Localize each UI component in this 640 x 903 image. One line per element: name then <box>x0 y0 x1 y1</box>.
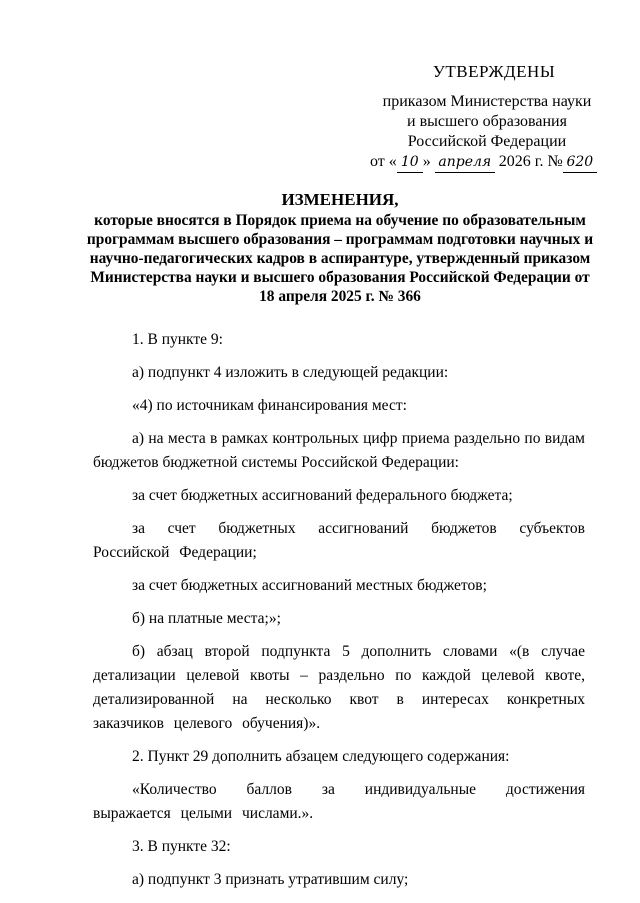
paragraph-11: «Количество баллов за индивидуальные достижения выражается целыми числами.». <box>93 781 585 822</box>
date-year: 2026 г. № <box>498 153 563 170</box>
approval-line-3: Российской Федерации <box>407 133 567 150</box>
paragraph-8: б) на платные места;»; <box>132 610 281 627</box>
approval-line-1: приказом Министерства науки <box>382 93 592 110</box>
document-title: ИЗМЕНЕНИЯ, <box>281 190 399 209</box>
paragraph-7: за счет бюджетных ассигнований местных бюджетов; <box>132 577 487 594</box>
approval-stamp <box>372 62 602 173</box>
paragraph-1: 1. В пункте 9: <box>132 331 223 348</box>
approval-date-line <box>370 152 602 173</box>
document-body <box>93 328 585 901</box>
approval-title: УТВЕРЖДЕНЫ <box>432 62 556 81</box>
paragraph-5: за счет бюджетных ассигнований федерального бюджета; <box>132 487 513 504</box>
paragraph-6: за счет бюджетных ассигнований бюджетов субъектов Российской Федерации; <box>93 520 585 561</box>
paragraph-3: «4) по источникам финансирования мест: <box>132 397 407 414</box>
date-month-handwritten: апреля <box>435 152 495 173</box>
paragraph-4: а) на места в рамках контрольных цифр приема раздельно по видам бюджетов бюджетной системы Российской Федерации: <box>93 430 585 471</box>
paragraph-9: б) абзац второй подпункта 5 дополнить словами «(в случае детализации целевой квоты – раздельно по каждой целевой квоте, детализированной на несколько квот в интересах конкретных заказчиков целевого обучения)». <box>93 643 585 732</box>
approval-line-2: и высшего образования <box>407 113 567 130</box>
document-subtitle: которые вносятся в Порядок приема на обучение по образовательным программам высшего образования – программам подготовки научных и научно-педагогических кадров в аспирантуре, утвержденный приказом Министерства науки и высшего образования Российской Федерации от 18 апреля 2025 г. № 366 <box>86 212 594 305</box>
date-mid: » <box>422 153 431 170</box>
date-prefix: от « <box>370 153 397 170</box>
date-day-handwritten: 10 <box>397 152 423 173</box>
order-number-handwritten: 620 <box>563 152 597 173</box>
paragraph-13: а) подпункт 3 признать утратившим силу; <box>132 871 409 888</box>
paragraph-12: 3. В пункте 32: <box>132 838 231 855</box>
paragraph-2: а) подпункт 4 изложить в следующей редакции: <box>132 364 449 381</box>
paragraph-10: 2. Пункт 29 дополнить абзацем следующего содержания: <box>132 748 510 765</box>
document-header <box>85 190 595 306</box>
